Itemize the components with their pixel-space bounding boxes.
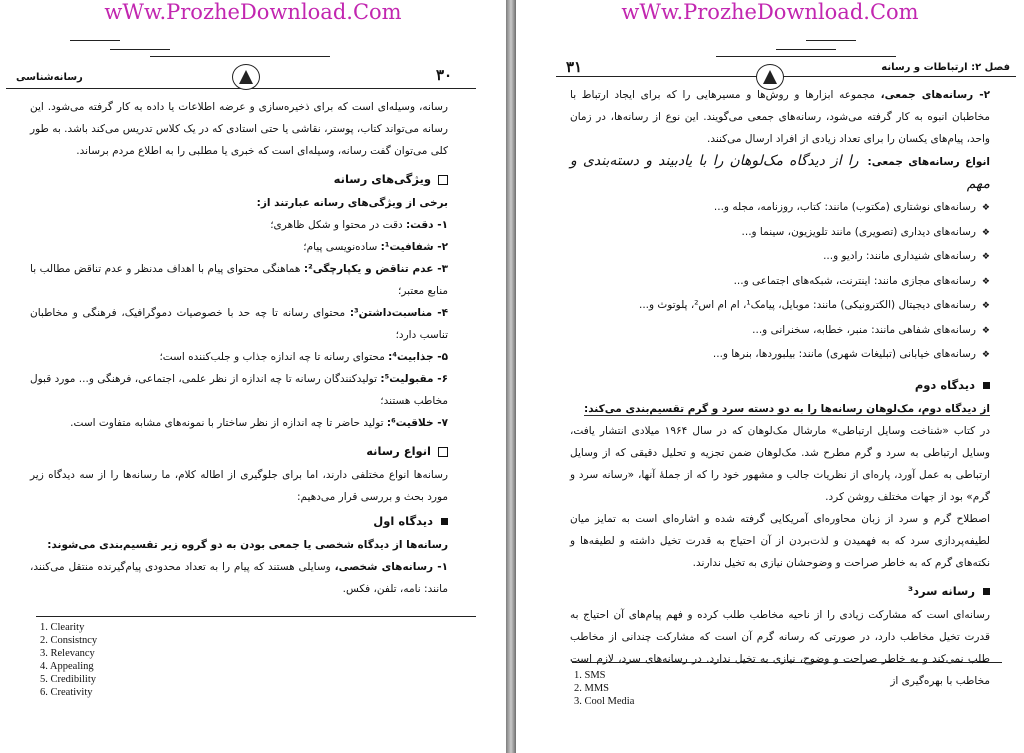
heading-cold-media: رسانه سرد³ bbox=[570, 580, 990, 602]
list-item: ۶- مقبولیت⁵: تولیدکنندگان رسانه تا چه اندازه از نظر علمی، اجتماعی، فرهنگی و... مورد قبول مخاطب هستند؛ bbox=[30, 373, 448, 407]
checkbox-icon bbox=[438, 175, 448, 185]
footnote-rule bbox=[36, 616, 476, 617]
footnote-rule bbox=[572, 662, 1002, 663]
cold-media-paragraph: رسانه‌ای است که مشارکت زیادی را از ناحیه مخاطب طلب کرده و فهم پیام‌های آن احتیاج به قدرت تخیل مخاطب دارد، در صورتی که رسانه گرم آن است که مشارکت چندانی از مخاطب طلب نمی‌کند و به خاطر صراحت و وضوح، نیازی به تخیل ندارد. در رسانه‌های سرد، لازم است مخاطب با بهره‌گیری از bbox=[570, 608, 990, 687]
view1-lead: رسانه‌ها از دیدگاه شخصی یا جمعی بودن به دو گروه زیر تقسیم‌بندی می‌شوند: bbox=[47, 539, 448, 551]
view2-paragraph-1: در کتاب «شناخت وسایل ارتباطی» مارشال مک‌لوهان که در سال ۱۹۶۴ میلادی انتشار یافت، وسایل ارتباطی به سرد و گرم مطرح شد. مک‌لوهان ضمن تجزیه و تحلیل دقیقی که از وسایل ارتباطی به عمل آورد، پاره‌ای از نظریات جالب و مشهور خود را که از جملهٔ آنها، «رسانه سرد و گرم» بود از جهات مختلف روشن کرد. bbox=[570, 424, 990, 503]
mass-media-paragraph: ۲- رسانه‌های جمعی، مجموعه ابزارها و روش‌ها و مسیرهایی را که برای ایجاد ارتباط با مخاطبان انبوه به کار گرفته می‌شود، رسانه‌های جمعی می‌گویند. این نوع از رسانه‌ها، در زمان واحد، پیام‌های یکسان را برای تعداد زیادی از افراد ارسال می‌کنند. bbox=[570, 89, 990, 145]
book-gutter bbox=[506, 0, 516, 753]
features-lead: برخی از ویژگی‌های رسانه عبارتند از: bbox=[256, 197, 448, 209]
features-list bbox=[30, 214, 448, 434]
footnote: 2. MMS bbox=[574, 683, 610, 694]
handwritten-note: را از دیدگاه مک‌لوهان را با یادبیند و دسته‌بندی و مهم bbox=[570, 153, 990, 192]
diamond-bullet-icon: ❖ bbox=[981, 203, 990, 213]
personal-media-paragraph: ۱- رسانه‌های شخصی، وسایلی هستند که پیام را به تعداد محدودی پیام‌گیرنده منتقل می‌کنند، مانند: نامه، تلفن، فکس. bbox=[30, 561, 448, 595]
mass-types-lead: انواع رسانه‌های جمعی: را از دیدگاه مک‌لوهان را با یادبیند و دسته‌بندی و مهم bbox=[570, 153, 990, 192]
diamond-bullet-icon: ❖ bbox=[981, 350, 990, 360]
footnote: 1. SMS bbox=[574, 670, 606, 681]
left-page bbox=[0, 0, 506, 753]
list-item: ۴- مناسبت‌داشتن³: محتوای رسانه تا چه حد با خصوصیات دموگرافیک، فرهنگی و مخاطبان تناسب دارد؛ bbox=[30, 307, 448, 341]
list-item: ❖رسانه‌های دیداری (تصویری) مانند تلویزیون، سینما و... bbox=[741, 225, 990, 238]
footnote: 5. Credibility bbox=[40, 674, 96, 685]
right-page bbox=[516, 0, 1024, 753]
list-item: ❖رسانه‌های خیابانی (تبلیغات شهری) مانند: بیلبوردها، بنرها و... bbox=[712, 348, 990, 360]
list-item: ۵- جذابیت⁴: محتوای رسانه تا چه اندازه جذاب و جلب‌کننده است؛ bbox=[159, 351, 448, 363]
diamond-bullet-icon: ❖ bbox=[981, 252, 990, 262]
diamond-bullet-icon: ❖ bbox=[981, 276, 990, 287]
list-item: ۳- عدم تناقض و یکپارچگی²: هماهنگی محتوای پیام با اهداف مدنظر و عدم تناقض مطالب با منابع معتبر؛ bbox=[30, 263, 448, 297]
list-item: ❖رسانه‌های شفاهی مانند: منبر، خطابه، سخنرانی و... bbox=[752, 323, 990, 336]
list-item: ۷- خلاقیت⁶: تولید حاضر تا چه اندازه از نظر ساختار با نمونه‌های مشابه متفاوت است. bbox=[70, 417, 448, 429]
list-item: ❖رسانه‌های نوشتاری (مکتوب) مانند: کتاب، روزنامه، مجله و... bbox=[713, 201, 990, 213]
types-paragraph: رسانه‌ها انواع مختلفی دارند، اما برای جلوگیری از اطاله کلام، ما رسانه‌ها را از سه دیدگاه زیر مورد بحث و بررسی قرار می‌دهیم: bbox=[30, 469, 448, 503]
square-bullet-icon bbox=[441, 518, 448, 525]
right-body bbox=[570, 84, 990, 692]
footnotes bbox=[574, 669, 634, 708]
checkbox-icon bbox=[438, 447, 448, 457]
diamond-bullet-icon: ❖ bbox=[981, 325, 990, 336]
view2-lead: از دیدگاه دوم، مک‌لوهان رسانه‌ها را به دو دسته سرد و گرم تقسیم‌بندی می‌کند: bbox=[584, 402, 990, 415]
list-item: ۲- شفافیت¹: ساده‌نویسی پیام؛ bbox=[303, 241, 448, 253]
square-bullet-icon bbox=[983, 588, 990, 595]
running-title: رسانه‌شناسی bbox=[16, 72, 83, 83]
heading-types: انواع رسانه bbox=[30, 440, 448, 462]
list-item: ❖رسانه‌های شنیداری مانند: رادیو و... bbox=[823, 250, 990, 262]
left-body bbox=[30, 96, 448, 600]
heading-features: ویژگی‌های رسانه bbox=[30, 168, 448, 190]
list-item: ۱- دقت: دقت در محتوا و شکل ظاهری؛ bbox=[270, 219, 448, 231]
footnote: 6. Creativity bbox=[40, 687, 93, 698]
list-item: ❖رسانه‌های مجازی مانند: اینترنت، شبکه‌های اجتماعی و... bbox=[733, 274, 990, 287]
footnote: 3. Relevancy bbox=[40, 648, 95, 659]
page-number: ۳۱ bbox=[566, 59, 583, 76]
watermark: wWw.ProzheDownload.Com bbox=[621, 0, 919, 24]
intro-paragraph: رسانه، وسیله‌ای است که برای ذخیره‌سازی و عرضه اطلاعات یا داده به کار گرفته می‌شود. این رسانه می‌تواند کتاب، پوستر، نقاشی یا حتی استادی که در یک کلاس تدریس می‌کند باشد. به طور کلی می‌توان گفت رسانه، وسیله‌ای است که خبری یا مطلبی را به اطلاع مردم برساند. bbox=[30, 101, 448, 157]
mass-types-list bbox=[570, 196, 990, 368]
square-bullet-icon bbox=[983, 382, 990, 389]
diamond-bullet-icon: ❖ bbox=[981, 227, 990, 238]
publisher-logo bbox=[232, 64, 260, 90]
footnote: 4. Appealing bbox=[40, 661, 94, 672]
list-item: ❖رسانه‌های دیجیتال (الکترونیکی) مانند: موبایل، پیامک¹، ام ام اس²، پلوتوث و... bbox=[639, 299, 990, 311]
footnotes bbox=[40, 621, 97, 699]
view2-paragraph-2: اصطلاح گرم و سرد از زبان محاوره‌ای آمریکایی گرفته شده و اشاره‌ای است به تمایز میان لطیفه‌پردازی سرد که به فهمیدن و لذت‌بردن از آن احتیاج به قدرت تخیل داشته و لطیفه‌ها و نکته‌های گرم که به خاطر صراحت و وضوحشان نیازی به تخیل ندارند. bbox=[570, 512, 990, 569]
heading-view2: دیدگاه دوم bbox=[570, 374, 990, 396]
footnote: 2. Consistncy bbox=[40, 635, 98, 646]
page-number: ۳۰ bbox=[436, 67, 453, 84]
diamond-bullet-icon: ❖ bbox=[981, 301, 990, 311]
running-title: فصل ۲: ارتباطات و رسانه bbox=[881, 62, 1010, 73]
heading-view1: دیدگاه اول bbox=[30, 510, 448, 532]
watermark: wWw.ProzheDownload.Com bbox=[104, 0, 402, 24]
footnote: 1. Clearity bbox=[40, 622, 85, 633]
footnote: 3. Cool Media bbox=[574, 696, 635, 707]
